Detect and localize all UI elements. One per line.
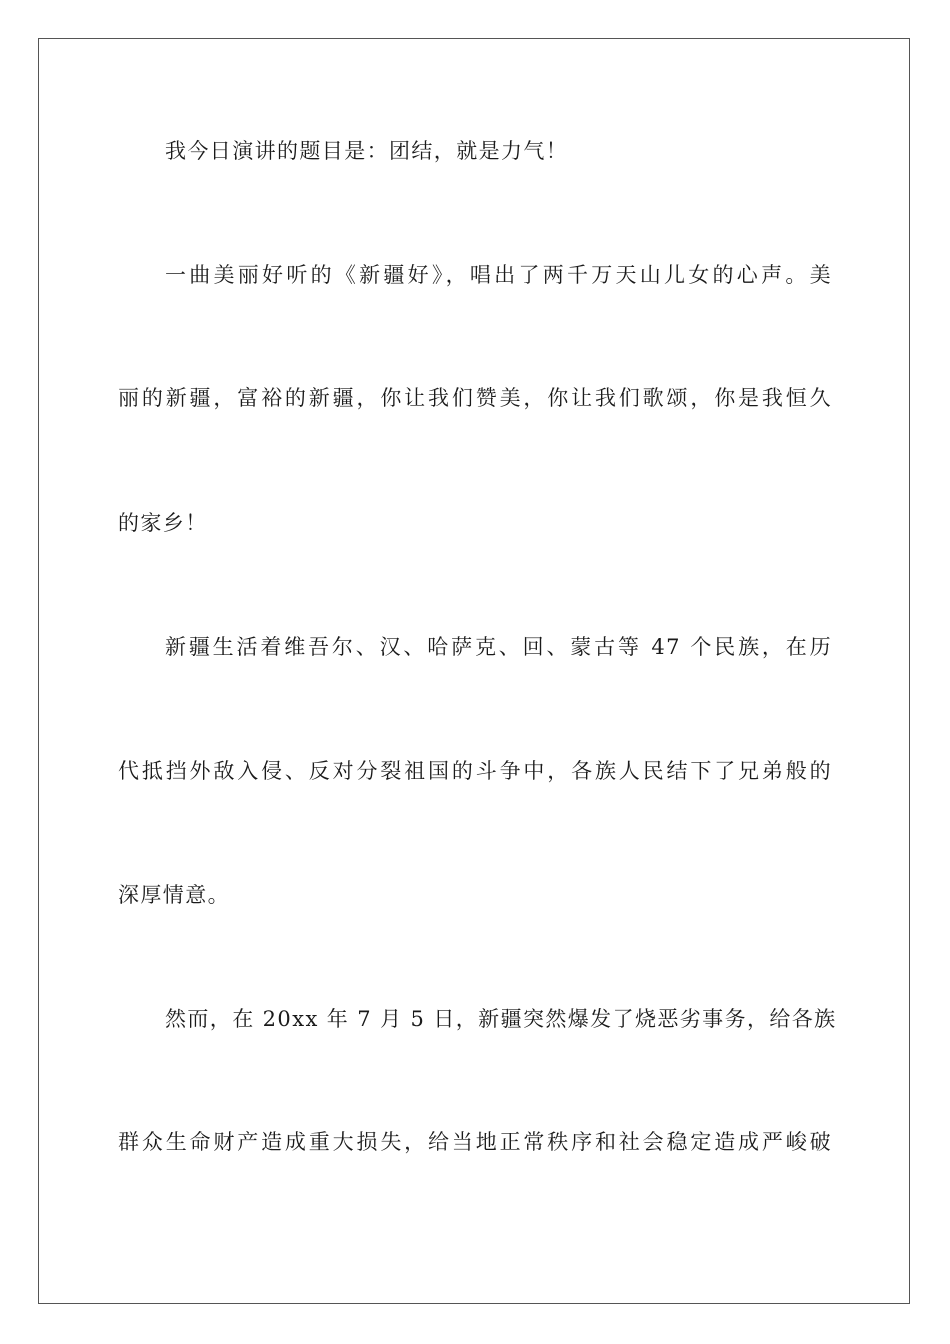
paragraph-line: 代抵挡外敌入侵、反对分裂祖国的斗争中，各族人民结下了兄弟般的: [118, 759, 832, 783]
paragraph-line: 丽的新疆，富裕的新疆，你让我们赞美，你让我们歌颂，你是我恒久: [118, 386, 832, 410]
paragraph-line: 我今日演讲的题目是：团结，就是力气！: [165, 139, 569, 163]
paragraph-line: 一曲美丽好听的《新疆好》，唱出了两千万天山儿女的心声。美: [165, 263, 832, 287]
paragraph-line: 然而，在 20xx 年 7 月 5 日，新疆突然爆发了烧恶劣事务，给各族: [165, 1007, 837, 1031]
paragraph-line: 深厚情意。: [118, 883, 230, 907]
page-frame: [38, 38, 910, 1304]
paragraph-line: 的家乡！: [118, 511, 208, 535]
paragraph-line: 新疆生活着维吾尔、汉、哈萨克、回、蒙古等 47 个民族，在历: [165, 635, 832, 659]
paragraph-line: 群众生命财产造成重大损失，给当地正常秩序和社会稳定造成严峻破: [118, 1130, 832, 1154]
